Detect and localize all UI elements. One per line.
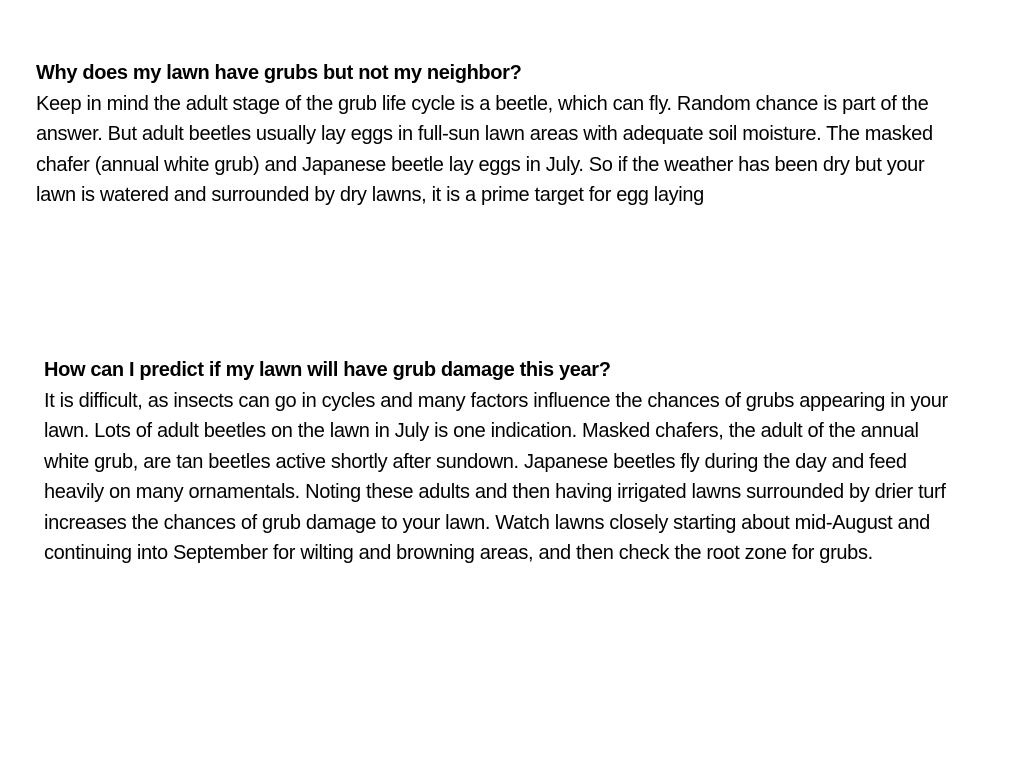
faq-answer: It is difficult, as insects can go in cycles and many factors influence the chances of grubs appearing in your lawn. Lots of adult beetles on the lawn in July is one indication. Masked chafers, the adult of the annual white grub, are tan beetles active shortly after sundown. Japanese beetles fly during the day and feed heavily on many ornamentals. Noting these adults and then having irrigated lawns surrounded by drier turf increases the chances of grub damage to your lawn. Watch lawns closely starting about mid-August and continuing into September for wilting and browning areas, and then check the root zone for grubs.	[44, 389, 948, 564]
faq-question: Why does my lawn have grubs but not my neighbor?	[36, 62, 522, 84]
faq-question: How can I predict if my lawn will have grub damage this year?	[44, 359, 611, 381]
faq-answer: Keep in mind the adult stage of the grub life cycle is a beetle, which can fly. Random chance is part of the answer. But adult beetles usually lay eggs in full-sun lawn areas with adequate soil moisture. The masked chafer (annual white grub) and Japanese beetle lay eggs in July. So if the weather has been dry but your lawn is watered and surrounded by dry lawns, it is a prime target for egg laying	[36, 92, 933, 206]
faq-block-grubs-neighbor	[36, 58, 936, 211]
faq-block-predict-damage	[44, 355, 949, 569]
